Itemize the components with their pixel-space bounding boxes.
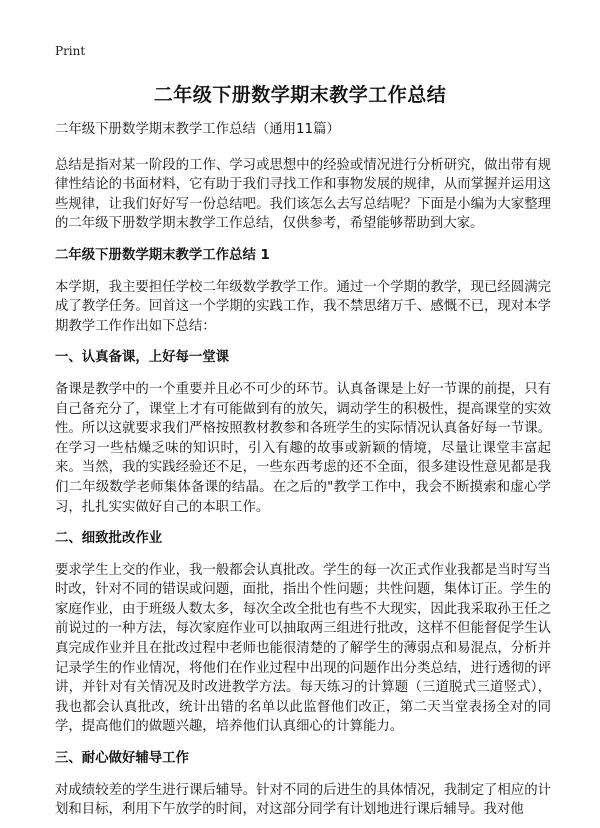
print-link[interactable]: Print xyxy=(55,44,86,58)
point-3-paragraph: 对成绩较差的学生进行课后辅导。针对不同的后进生的具体情况，我制定了相应的计划和目标，利用下午放学的时间，对这部分同学有计划地进行课后辅导。我对他 xyxy=(55,782,551,818)
section-intro-paragraph: 本学期，我主要担任学校二年级数学教学工作。通过一个学期的教学，现已经圆满完成了教学任务。回首这一个学期的实践工作，我不禁思绪万千、感慨不已，现对本学期教学工作作出如下总结： xyxy=(55,279,551,334)
point-1-heading: 一、认真备课，上好每一堂课 xyxy=(55,350,230,366)
page-title: 二年级下册数学期末教学工作总结 xyxy=(153,84,447,106)
point-2-paragraph: 要求学生上交的作业，我一般都会认真批改。学生的每一次正式作业我都是当时写当时改，针对不同的错误或问题，面批，指出个性问题；共性问题，集体订正。学生的家庭作业，由于班级人数太多，每次全改全批也有些不大现实，因此我采取孙王任之前说过的一种方法，每次家庭作业可以抽取两三组进行批改，这样不但能督促学生认真完成作业并且在批改过程中老师也能很清楚的了解学生的薄弱点和易混点，分析并记录学生的作业情况，将他们在作业过程中出现的问题作出分类总结，进行透彻的评讲，并针对有关情况及时改进教学方法。每天练习的计算题（三道脱式三道竖式），我也都会认真批改，统计出错的名单以此监督他们改正，第二天当堂表扬全对的同学，提高他们的做题兴趣，培养他们认真细心的计算能力。 xyxy=(55,562,551,735)
point-2-heading: 二、细致批改作业 xyxy=(55,531,163,547)
point-3-heading: 三、耐心做好辅导工作 xyxy=(55,751,189,767)
section-heading: 二年级下册数学期末教学工作总结 1 xyxy=(55,247,270,263)
document-body xyxy=(55,120,551,828)
document-subtitle: 二年级下册数学期末教学工作总结（通用11篇） xyxy=(55,122,340,137)
point-1-paragraph: 备课是教学中的一个重要并且必不可少的环节。认真备课是上好一节课的前提，只有自己备充分了，课堂上才有可能做到有的放矢，调动学生的积极性，提高课堂的实效性。所以这就要求我们严格按照教材教参和各班学生的实际情况认真备好每一节课。在学习一些枯燥乏味的知识时，引入有趣的故事或新颖的情境，尽量让课堂丰富起来。当然，我的实践经验还不足，一些东西考虑的还不全面，很多建设性意见都是我们二年级数学老师集体备课的结晶。在之后的"教学工作中，我会不断摸索和虚心学习，扎扎实实做好自己的本职工作。 xyxy=(55,381,551,515)
intro-paragraph: 总结是指对某一阶段的工作、学习或思想中的经验或情况进行分析研究，做出带有规律性结论的书面材料，它有助于我们寻找工作和事物发展的规律，从而掌握并运用这些规律，让我们好好写一份总结吧。我们该怎么去写总结呢？下面是小编为大家整理的二年级下册数学期末教学工作总结，仅供参考，希望能够帮助到大家。 xyxy=(55,157,551,232)
